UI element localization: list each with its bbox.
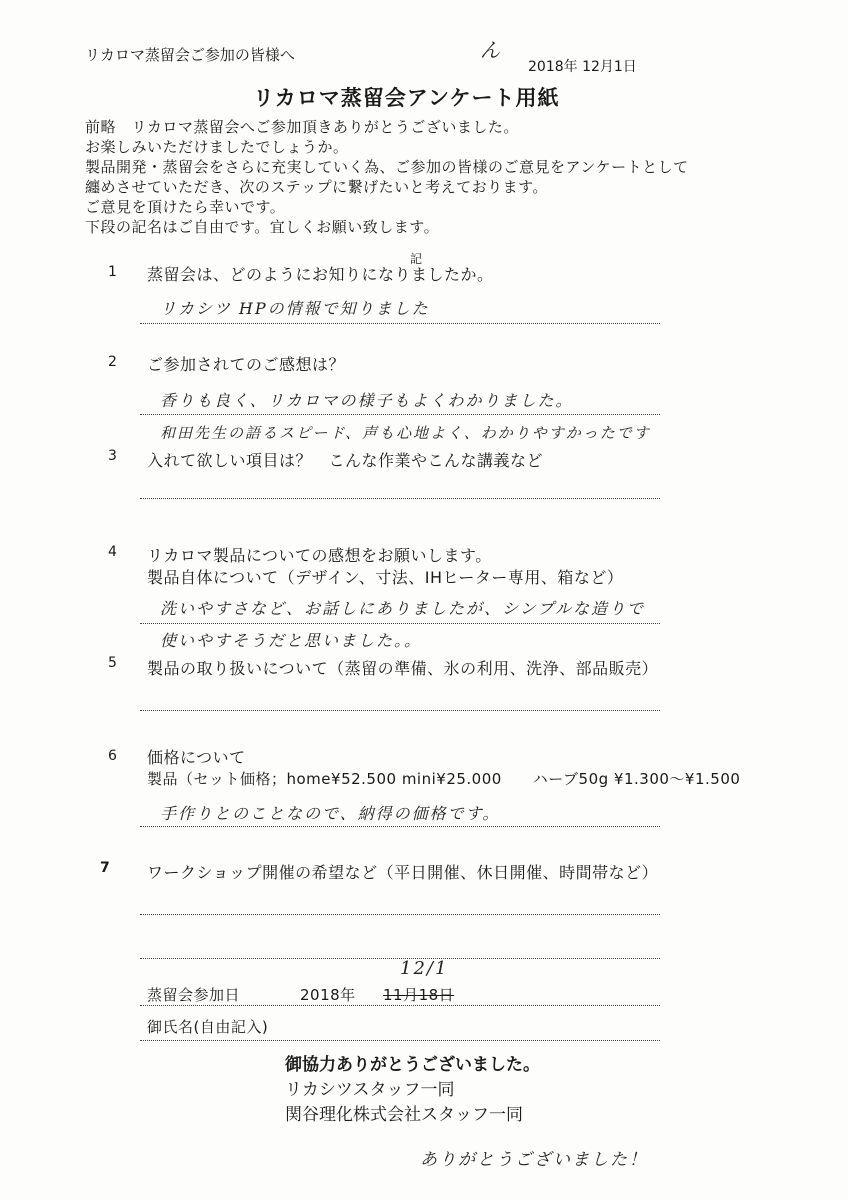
answer-line — [140, 498, 660, 499]
question-subtext: 製品自体について（デザイン、寸法、IHヒーター専用、箱など） — [147, 568, 624, 587]
question-number: 7 — [100, 860, 110, 876]
attendance-label: 蒸留会参加日 — [147, 986, 241, 1004]
question-number: 3 — [108, 448, 117, 464]
intro-line: 前略 リカロマ蒸留会へご参加頂きありがとうございました。 — [85, 118, 519, 136]
question-text: ご参加されてのご感想は？ — [147, 355, 346, 374]
question-number: 1 — [108, 264, 117, 280]
answer-line — [140, 414, 660, 415]
question-text: 製品の取り扱いについて（蒸留の準備、氷の利用、洗浄、部品販売） — [147, 659, 659, 678]
answer-line — [140, 710, 660, 711]
closing-staff: リカシツスタッフ一同 — [285, 1080, 455, 1100]
name-field-label: 御氏名(自由記入) — [147, 1018, 269, 1036]
closing-company: 関谷理化株式会社スタッフ一同 — [285, 1105, 523, 1125]
handwritten-answer: 使いやすそうだと思いました。。 — [160, 631, 423, 650]
struck-date: 11月18日 — [383, 986, 455, 1004]
closing-thanks: 御協力ありがとうございました。 — [285, 1055, 540, 1075]
question-number: 2 — [108, 354, 117, 370]
answer-line — [140, 323, 660, 324]
closing-block — [285, 1053, 540, 1128]
question-text: 蒸留会は、どのようにお知りになりましたか。 — [147, 265, 494, 284]
question-number: 6 — [108, 748, 117, 764]
document-date: 2018年 12月1日 — [528, 59, 637, 75]
intro-line: 纏めさせていただき、次のステップに繋げたいと考えております。 — [85, 178, 548, 196]
question-text: リカロマ製品についての感想をお願いします。 — [147, 546, 492, 565]
question-text: 価格について — [147, 748, 246, 767]
corrected-date: 12/1 — [400, 958, 449, 979]
question-number: 4 — [108, 544, 117, 560]
question-text: ワークショップ開催の希望など（平日開催、休日開催、時間帯など） — [147, 863, 659, 882]
ki-mark: 記 — [410, 252, 423, 266]
handwritten-thanks: ありがとうございました！ — [420, 1150, 648, 1170]
handwritten-answer: 洗いやすさなど、お話しにありましたが、シンプルな造りで — [160, 599, 645, 618]
handwritten-answer: 香りも良く、リカロマの様子もよくわかりました。 — [160, 391, 574, 410]
answer-line — [140, 623, 660, 624]
handwritten-answer: 和田先生の語るスピード、声も心地よく、わかりやすかったです — [160, 424, 651, 442]
answer-line — [140, 826, 660, 827]
handwritten-answer: リカシツ HPの情報で知りました — [160, 299, 430, 318]
attendance-line — [140, 1005, 660, 1006]
form-title: リカロマ蒸留会アンケート用紙 — [253, 86, 560, 110]
answer-line — [140, 914, 660, 915]
handwritten-answer: 手作りとのことなので、納得の価格です。 — [160, 804, 501, 823]
attendance-year: 2018年 — [300, 986, 356, 1004]
intro-line: ご意見を頂けたら幸いです。 — [85, 198, 286, 216]
name-field-line — [140, 1040, 660, 1041]
question-number: 5 — [108, 655, 117, 671]
intro-line: お楽しみいただけましたでしょうか。 — [85, 138, 349, 156]
intro-line: 下段の記名はご自由です。宜しくお願い致します。 — [85, 218, 440, 236]
intro-line: 製品開発・蒸留会をさらに充実していく為、ご参加の皆様のご意見をアンケートとして — [85, 158, 689, 176]
question-subtext: 製品（セット価格；home¥52.500 mini¥25.000 ハーブ50g ¥1.300〜¥1.500 — [147, 770, 741, 788]
question-text: 入れて欲しい項目は？ こんな作業やこんな講義など — [147, 451, 544, 470]
recipient-line: リカロマ蒸留会ご参加の皆様へ — [85, 46, 295, 64]
intro-paragraph — [85, 117, 689, 237]
handwritten-mark: ん — [480, 38, 502, 62]
